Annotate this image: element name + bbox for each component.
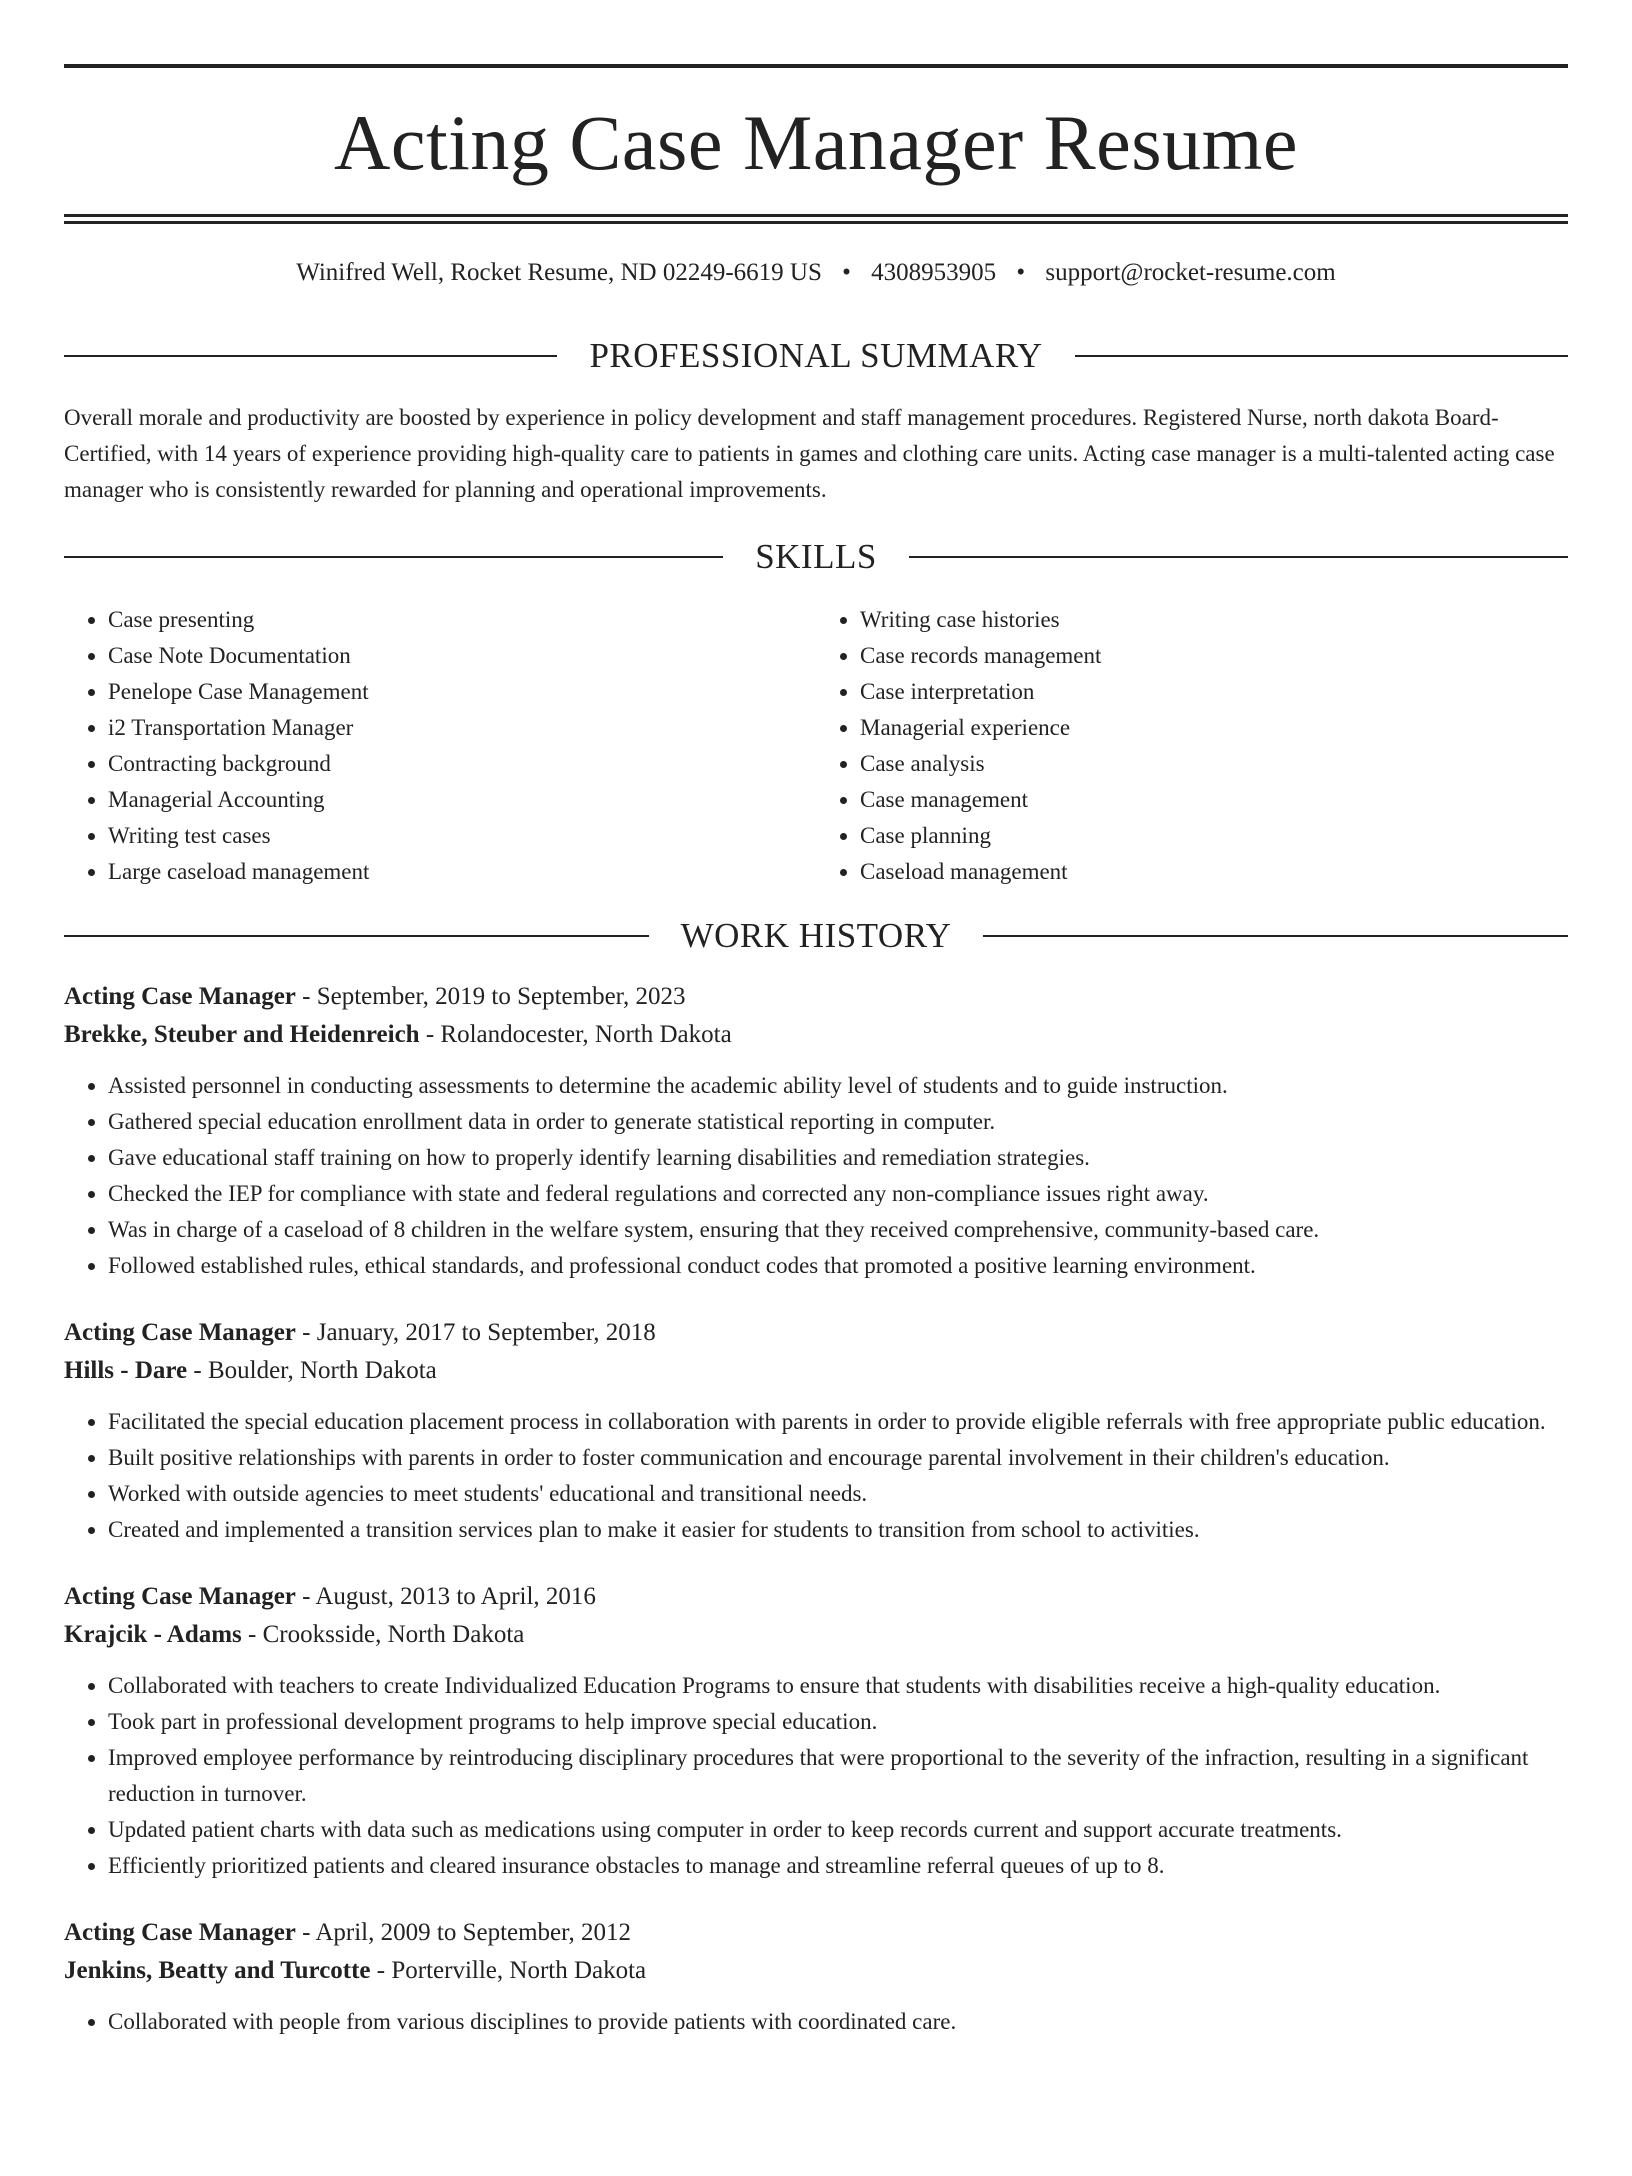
job-company-line <box>64 1616 1568 1654</box>
job-bullet: • Checked the IEP for compliance with state and federal regulations and corrected any non-compliance issues right away. <box>108 1176 1568 1212</box>
job-title-line <box>64 1914 1568 1952</box>
heading-rule-left <box>64 935 649 937</box>
job-dates: - August, 2013 to April, 2016 <box>295 1583 596 1610</box>
job-title: Acting Case Manager <box>64 1583 296 1610</box>
section-title: PROFESSIONAL SUMMARY <box>589 336 1043 375</box>
contact-separator: • <box>842 259 851 286</box>
contact-line <box>64 260 1568 285</box>
skill-item: • Managerial Accounting <box>108 782 816 818</box>
job-company-line <box>64 1952 1568 1990</box>
job-company-line <box>64 1352 1568 1390</box>
job-company: Hills - Dare <box>64 1357 188 1384</box>
contact-separator: • <box>1016 259 1026 286</box>
skill-item: • Case Note Documentation <box>108 638 816 674</box>
skill-item: • Caseload management <box>860 854 1568 890</box>
job-bullet: • Collaborated with people from various disciplines to provide patients with coordinated care. <box>108 2004 1568 2040</box>
heading-rule-left <box>64 355 557 357</box>
job-dates: - April, 2009 to September, 2012 <box>295 1919 631 1946</box>
job-entry <box>64 978 1568 1284</box>
job-company: Krajcik - Adams <box>64 1621 242 1648</box>
skill-item: • Writing test cases <box>108 818 816 854</box>
skill-item: • Penelope Case Management <box>108 674 816 710</box>
skills-heading <box>64 539 1568 574</box>
heading-rule-left <box>64 556 723 558</box>
heading-rule-right <box>1075 355 1568 357</box>
resume-page <box>0 64 1632 2176</box>
skill-item: • Case planning <box>860 818 1568 854</box>
work-history-list <box>64 978 1568 2040</box>
skill-item: • Case management <box>860 782 1568 818</box>
skill-item: • Large caseload management <box>108 854 816 890</box>
heading-rule-right <box>983 935 1568 937</box>
job-location: - Porterville, North Dakota <box>370 1957 647 1984</box>
skill-item: • Case presenting <box>108 602 816 638</box>
skill-item: • Writing case histories <box>860 602 1568 638</box>
job-title: Acting Case Manager <box>64 1919 296 1946</box>
job-bullet: • Created and implemented a transition services plan to make it easier for students to transition from school to activities. <box>108 1512 1568 1548</box>
skills-column-left <box>64 602 816 890</box>
job-bullet: • Was in charge of a caseload of 8 children in the welfare system, ensuring that they received comprehensive, community-based care. <box>108 1212 1568 1248</box>
skill-item: • i2 Transportation Manager <box>108 710 816 746</box>
job-title-line <box>64 1578 1568 1616</box>
job-company: Jenkins, Beatty and Turcotte <box>64 1957 371 1984</box>
job-bullet: • Followed established rules, ethical standards, and professional conduct codes that promoted a positive learning environment. <box>108 1248 1568 1284</box>
job-company-line <box>64 1016 1568 1054</box>
contact-email: support@rocket-resume.com <box>1045 259 1336 286</box>
summary-heading <box>64 338 1568 373</box>
top-rule <box>64 64 1568 68</box>
job-location: - Rolandocester, North Dakota <box>419 1021 732 1048</box>
job-location: - Boulder, North Dakota <box>187 1357 437 1384</box>
job-bullet: • Gave educational staff training on how to properly identify learning disabilities and remediation strategies. <box>108 1140 1568 1176</box>
job-entry <box>64 1578 1568 1884</box>
job-bullet: • Built positive relationships with parents in order to foster communication and encourage parental involvement in their children's education. <box>108 1440 1568 1476</box>
job-entry <box>64 1314 1568 1548</box>
skill-item: • Managerial experience <box>860 710 1568 746</box>
contact-phone: 4308953905 <box>871 259 997 286</box>
job-bullet: • Facilitated the special education placement process in collaboration with parents in order to provide eligible referrals with free appropriate public education. <box>108 1404 1568 1440</box>
job-bullet-list <box>64 2004 1568 2040</box>
skill-item: • Case interpretation <box>860 674 1568 710</box>
job-bullet-list <box>64 1068 1568 1284</box>
job-bullet-list <box>64 1404 1568 1548</box>
title-double-rule <box>64 214 1568 224</box>
skills-column-right <box>816 602 1568 890</box>
section-title: WORK HISTORY <box>680 916 952 955</box>
skill-item: • Case analysis <box>860 746 1568 782</box>
job-company: Brekke, Steuber and Heidenreich <box>64 1021 420 1048</box>
summary-text: Overall morale and productivity are boosted by experience in policy development and staff management procedures. Registered Nurse, north dakota Board-Certified, with 14 years of experience providing high-quality care to patients in games and clothing care units. Acting case manager is a multi-talented acting case manager who is consistently rewarded for planning and operational improvements. <box>64 405 1555 502</box>
job-title-line <box>64 1314 1568 1352</box>
skills-list <box>64 602 1568 890</box>
job-bullet: • Collaborated with teachers to create Individualized Education Programs to ensure that students with disabilities receive a high-quality education. <box>108 1668 1568 1704</box>
contact-address: Winifred Well, Rocket Resume, ND 02249-6619 US <box>296 259 822 286</box>
skill-item: • Case records management <box>860 638 1568 674</box>
job-bullet: • Gathered special education enrollment data in order to generate statistical reporting in computer. <box>108 1104 1568 1140</box>
job-title: Acting Case Manager <box>64 1319 296 1346</box>
job-entry <box>64 1914 1568 2040</box>
job-bullet: • Assisted personnel in conducting assessments to determine the academic ability level of students and to guide instruction. <box>108 1068 1568 1104</box>
job-title: Acting Case Manager <box>64 983 296 1010</box>
job-dates: - January, 2017 to September, 2018 <box>295 1319 656 1346</box>
job-bullet: • Worked with outside agencies to meet students' educational and transitional needs. <box>108 1476 1568 1512</box>
job-title-line <box>64 978 1568 1016</box>
heading-rule-right <box>909 556 1568 558</box>
job-bullet-list <box>64 1668 1568 1884</box>
job-location: - Crooksside, North Dakota <box>241 1621 525 1648</box>
section-title: SKILLS <box>755 537 877 576</box>
job-bullet: • Efficiently prioritized patients and cleared insurance obstacles to manage and streamline referral queues of up to 8. <box>108 1848 1568 1884</box>
job-dates: - September, 2019 to September, 2023 <box>295 983 686 1010</box>
job-bullet: • Improved employee performance by reintroducing disciplinary procedures that were proportional to the severity of the infraction, resulting in a significant reduction in turnover. <box>108 1740 1568 1812</box>
job-bullet: • Updated patient charts with data such as medications using computer in order to keep records current and support accurate treatments. <box>108 1812 1568 1848</box>
work-heading <box>64 918 1568 953</box>
job-bullet: • Took part in professional development programs to help improve special education. <box>108 1704 1568 1740</box>
resume-title: Acting Case Manager Resume <box>334 99 1298 186</box>
skill-item: • Contracting background <box>108 746 816 782</box>
